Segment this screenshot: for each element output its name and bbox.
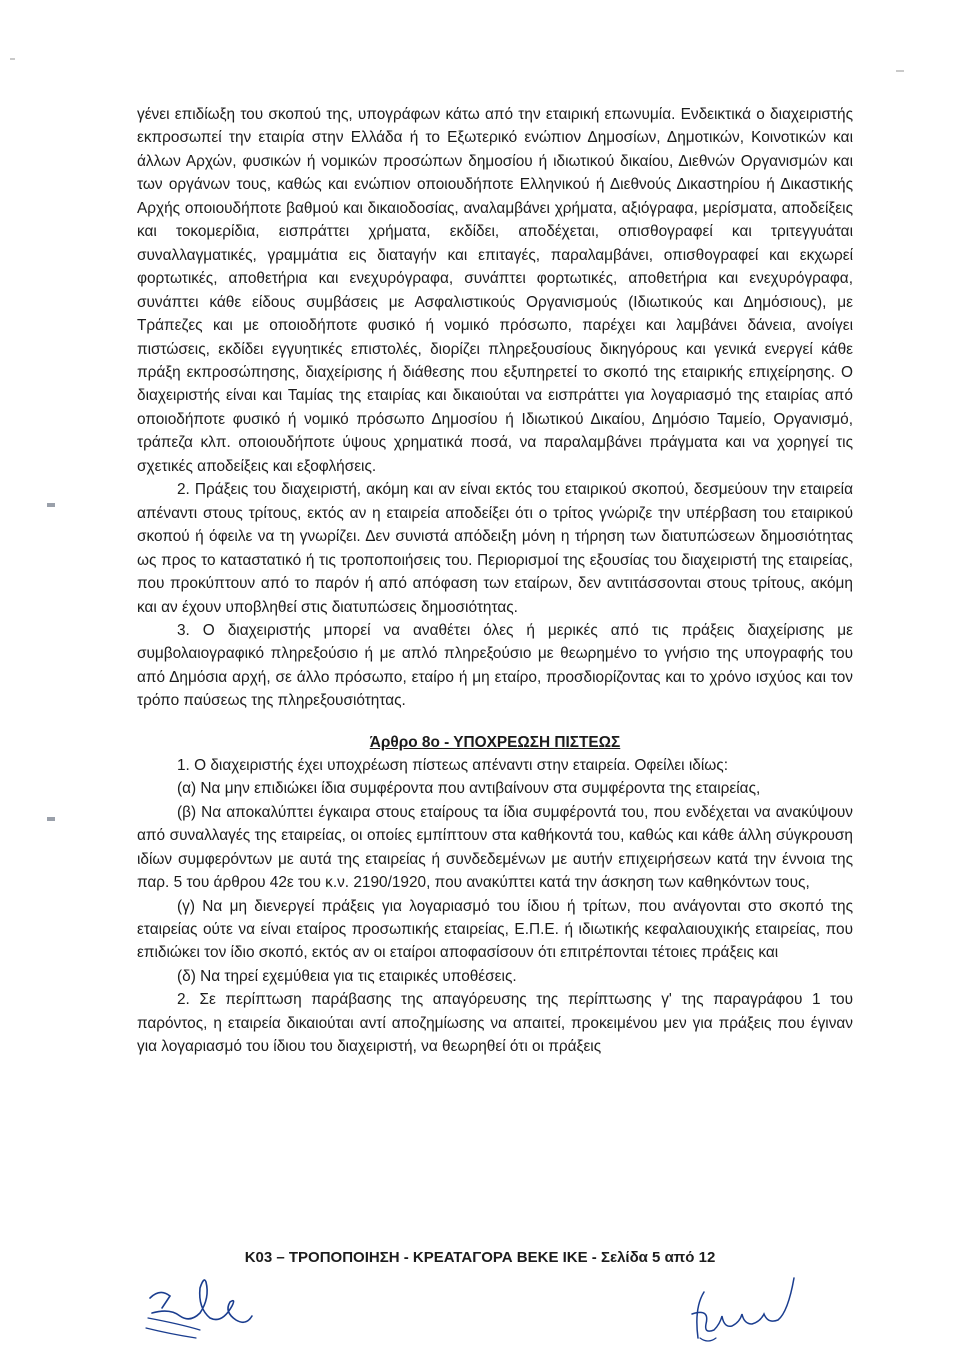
- signature-left: [140, 1268, 260, 1342]
- punch-mark-1: [47, 503, 55, 507]
- punch-mark-2: [47, 817, 55, 821]
- article-item-d: (δ) Να τηρεί εχεμύθεια για τις εταιρικές υποθέσεις.: [177, 967, 517, 985]
- body-text: [137, 103, 853, 1059]
- paragraph-3: 3. Ο διαχειριστής μπορεί να αναθέτει όλες ή μερικές από τις πράξεις διαχείρισης με συμβολαιογραφικό πληρεξούσιο ή με απλό πληρεξούσιο με θεωρημένο το γνήσιο της υπογραφής του από Δημόσια αρχή, σε άλλο πρόσωπο, εταίρο ή μη εταίρο, προσδιορίζοντας και το χρόνο ισχύος και τον τρόπο παύσεως της πληρεξουσιότητας.: [137, 621, 853, 710]
- page-footer: K03 – ΤΡΟΠΟΠΟΙΗΣΗ - ΚΡΕΑΤΑΓΟΡΑ ΒΕΚΕ ΙΚΕ - Σελίδα 5 από 12: [244, 1249, 716, 1266]
- article-paragraph-2: 2. Σε περίπτωση παράβασης της απαγόρευσης της περίπτωσης γ' της παραγράφου 1 του παρόντος, η εταιρεία δικαιούται αντί αποζημίωσης να απαιτεί, προκειμένου μεν για πράξεις που έγιναν για λογαριασμό του ίδιου του διαχειριστή, να θεωρηθεί ότι οι πράξεις: [137, 991, 853, 1056]
- signature-left-icon: [140, 1268, 260, 1342]
- signature-right-icon: [670, 1268, 800, 1350]
- signature-right: [670, 1268, 800, 1350]
- article-paragraph-1: 1. Ο διαχειριστής έχει υποχρέωση πίστεως απέναντι στην εταιρεία. Οφείλει ιδίως:: [177, 756, 728, 774]
- article-heading: Άρθρο 8ο - ΥΠΟΧΡΕΩΣΗ ΠΙΣΤΕΩΣ: [369, 733, 621, 751]
- paragraph-1: γένει επιδίωξη του σκοπού της, υπογράφων κάτω από την εταιρική επωνυμία. Ενδεικτικά ο διαχειριστής εκπροσωπεί την εταιρία στην Ελλάδα ή το Εξωτερικό ενώπιον Δημοσίων, Δημοτικών, Κοινοτικών και άλλων Αρχών, φυσικών ή νομικών προσώπων δημοσίου ή ιδιωτικού δικαίου, Διεθνών Οργανισμών και των οργάνων τους, καθώς και ενώπιον οποιουδήποτε Ελληνικού ή Διεθνούς Δικαστηρίου ή Δικαστικής Αρχής οποιουδήποτε βαθμού και δικαιοδοσίας, αναλαμβάνει χρήματα, αξιόγραφα, μερίσματα, αποδείξεις και τοκομερίδια, εισπράττει χρήματα, εκδίδει, αποδέχεται, οπισθογραφεί και τριτεγγυάται συναλλαγματικές, γραμμάτια εις διαταγήν και επιταγές, παραλαμβάνει, οπισθογραφεί και εκχωρεί φορτωτικές, αποθετήρια και ενεχυρόγραφα, συνάπτει φορτωτικές, αποθετήρια και ενεχυρόγραφα, συνάπτει κάθε είδους συμβάσεις με Ασφαλιστικούς Οργανισμούς (Ιδιωτικούς και Δημόσιους), με Τράπεζες και με οποιοδήποτε φυσικό ή νομικό πρόσωπο, παρέχει και λαμβάνει δάνεια, ανοίγει πιστώσεις, εκδίδει εγγυητικές επιστολές, διορίζει πληρεξουσίους δικηγόρους και γενικά ενεργεί κάθε πράξη εκπροσώπησης, διαχείρισης ή διάθεσης που εξυπηρετεί το σκοπό της εταιρικής επιχείρησης. Ο διαχειριστής είναι και Ταμίας της εταιρίας και δικαιούται να εισπράττει για λογαριασμό της εταιρίας από οποιοδήποτε φυσικό ή νομικό πρόσωπο Δημοσίου ή Ιδιωτικού Δικαίου, Δημόσιο Ταμείο, Οργανισμό, τράπεζα κλπ. οποιουδήποτε ύψους χρηματικά ποσά, να παραλαμβάνει πράγματα και να χορηγεί τις σχετικές αποδείξεις και εξοφλήσεις.: [137, 106, 853, 475]
- paragraph-2: 2. Πράξεις του διαχειριστή, ακόμη και αν είναι εκτός του εταιρικού σκοπού, δεσμεύουν την εταιρεία απέναντι στους τρίτους, εκτός αν η εταιρεία αποδείξει ότι ο τρίτος γνώριζε την υπέρβαση του εταιρικού σκοπού ή όφειλε να τη γνωρίζει. Δεν συνιστά απόδειξη μόνη η τήρηση των διατυπώσεων δημοσιότητας ως προς το καταστατικό ή τις τροποποιήσεις του. Περιορισμοί της εξουσίας του διαχειριστή της εταιρείας, που προκύπτουν από το παρόν ή από απόφαση των εταίρων, δεν αντιτάσσονται στους τρίτους, ακόμη και αν έχουν υποβληθεί στις διατυπώσεις δημοσιότητας.: [137, 481, 853, 616]
- scan-mark-top-right: [896, 70, 904, 72]
- article-item-b: (β) Να αποκαλύπτει έγκαιρα στους εταίρους τα ίδια συμφέροντά του, που ενδέχεται να ανακύψουν από συναλλαγές της εταιρείας, οι οποίες εμπίπτουν στα καθήκοντά του, καθώς και κάθε άλλη σύγκρουση ιδίων συμφερόντων με αυτά της εταιρείας ή συνδεδεμένων με αυτήν επιχειρήσεων κατά την έννοια της παρ. 5 του άρθρου 42ε του κ.ν. 2190/1920, που ανακύπτει κατά την άσκηση των καθηκόντων τους,: [137, 803, 853, 892]
- scan-mark-top-left: [10, 58, 15, 60]
- article-item-c: (γ) Να μη διενεργεί πράξεις για λογαριασμό του ίδιου ή τρίτων, που ανάγονται στο σκοπό της εταιρείας ούτε να είναι εταίρος προσωπικής εταιρείας, Ε.Π.Ε. ή ιδιωτικής κεφαλαιουχικής εταιρείας, που επιδιώκει τον ίδιο σκοπό, εκτός αν οι εταίροι αποφασίσουν ότι επιτρέπονται τέτοιες πράξεις και: [137, 897, 853, 962]
- article-item-a: (α) Να μην επιδιώκει ίδια συμφέροντα που αντιβαίνουν στα συμφέροντα της εταιρείας,: [177, 780, 761, 798]
